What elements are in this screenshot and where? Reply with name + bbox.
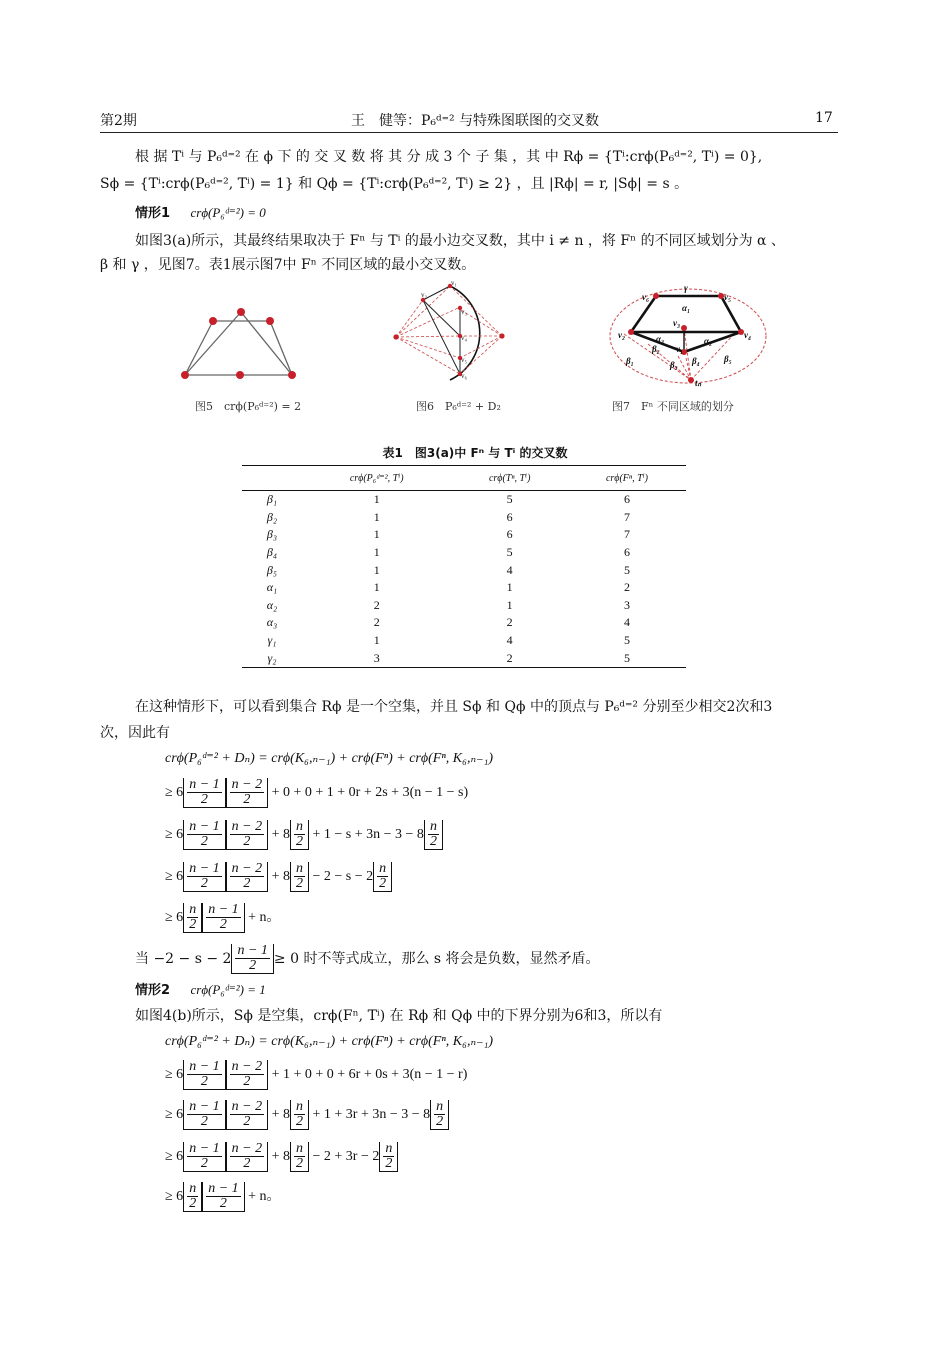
frac-den: 2	[379, 876, 387, 891]
floor-term	[202, 903, 244, 933]
paragraph-2-line-2: β 和 γ ，见图7。表1展示图7中 Fⁿ 不同区域的最小交叉数。	[100, 257, 476, 273]
frac-den: 2	[243, 876, 251, 891]
frac-den: 2	[200, 876, 208, 891]
floor-term	[226, 820, 268, 850]
frac-den: 2	[200, 1074, 208, 1089]
table-header-cell: crϕ(Fⁿ, Tⁱ)	[568, 466, 686, 491]
fig6-label: v₂	[421, 291, 427, 299]
paragraph-4	[135, 942, 875, 976]
case-2-title: 情形2	[135, 983, 171, 998]
case-1-title: 情形1	[135, 206, 171, 221]
table-cell: 5	[623, 562, 630, 577]
table-row	[242, 509, 686, 527]
frac-num: n	[429, 819, 437, 834]
eq-tail: − 2 − s − 2	[312, 869, 374, 885]
figure-7-graph	[606, 284, 774, 390]
frac-den: 2	[189, 1196, 197, 1211]
floor-term	[424, 820, 443, 850]
case-2-condition: crϕ(P₆ᵈ⁼²) = 1	[190, 982, 266, 997]
frac-den: 2	[219, 1196, 227, 1211]
table-cell: 5	[623, 633, 630, 648]
row-label: β₃	[266, 527, 278, 542]
table-cell: 1	[506, 580, 513, 595]
table-cell: 6	[506, 527, 513, 542]
table-cell: 1	[373, 545, 380, 560]
table-cell: 1	[373, 562, 380, 577]
table-cell: 6	[623, 545, 630, 560]
frac-den: 2	[296, 834, 303, 849]
paragraph-3-line-1: 在这种情形下，可以看到集合 Rϕ 是一个空集，并且 Sϕ 和 Qϕ 中的顶点与 P₆ᵈ⁼² 分别至少相交2次和3	[135, 699, 773, 715]
table-header-row	[242, 466, 686, 491]
table-cell: 2	[373, 597, 380, 612]
frac-num: n − 1	[208, 902, 239, 917]
row-label: γ₂	[242, 649, 302, 667]
floor-term	[183, 903, 202, 933]
frac-den: 2	[249, 958, 257, 973]
figure-6-caption: 图6 P₆ᵈ⁼² + D₂	[416, 400, 501, 413]
fig6-vertex	[499, 333, 504, 338]
table-row	[242, 491, 686, 509]
floor-term	[183, 1142, 225, 1172]
frac-den: 2	[296, 1114, 303, 1129]
fig7-label: γ	[684, 284, 688, 293]
floor-term	[226, 778, 268, 808]
frac-den: 2	[243, 1114, 251, 1129]
figure-5-caption: 图5 crϕ(P₆ᵈ⁼²) = 2	[195, 400, 302, 413]
eq-mid: + 8	[271, 827, 290, 843]
table-cell: 2	[373, 615, 380, 630]
figure-5-graph	[170, 300, 310, 390]
fig7-label: v₁	[676, 344, 684, 354]
frac-num: n − 2	[231, 1099, 263, 1114]
table-row	[242, 632, 686, 650]
frac-den: 2	[385, 1156, 393, 1171]
frac-den: 2	[219, 917, 227, 932]
fig6-label: v₃	[461, 308, 467, 316]
table-cell: 1	[373, 509, 380, 524]
frac-den: 2	[200, 792, 208, 807]
frac-den: 2	[436, 1114, 444, 1129]
frac-num: n − 1	[208, 1181, 239, 1196]
paragraph-5: 如图4(b)所示，Sϕ 是空集，crϕ(Fⁿ, Tⁱ) 在 Rϕ 和 Qϕ 中的下界分别为6和3，所以有	[135, 1008, 663, 1024]
frac-num: n	[296, 1099, 303, 1114]
eq-ge: ≥ 6	[165, 785, 184, 801]
table-cell: 6	[506, 509, 513, 524]
fig5-vertex	[266, 317, 274, 325]
fig7-label: β₂	[652, 344, 660, 354]
fig7-label: β₄	[692, 356, 700, 366]
table-header-cell: crϕ(Tⁿ, Tⁱ)	[451, 466, 568, 491]
table-cell: 3	[302, 649, 451, 667]
table-row	[242, 579, 686, 597]
table-cell: 6	[623, 492, 630, 507]
table-cell: 4	[506, 633, 513, 648]
eq-mid: + 8	[271, 869, 290, 885]
table-cell: 1	[373, 492, 380, 507]
case-1-condition: crϕ(P₆ᵈ⁼²) = 0	[190, 205, 266, 220]
floor-term	[183, 1182, 202, 1212]
table-header-cell	[242, 466, 302, 491]
row-label: β₄	[266, 545, 278, 560]
fig6-label: v₁	[451, 280, 457, 287]
frac-den: 2	[243, 792, 251, 807]
p4-post: ≥ 0 时不等式成立，那么 s 将会是负数，显然矛盾。	[273, 951, 600, 967]
table-row	[242, 649, 686, 667]
eq-ge: ≥ 6	[165, 1067, 184, 1083]
frac-num: n − 2	[231, 777, 263, 792]
floor-term	[202, 1182, 244, 1212]
frac-num: n − 1	[189, 1141, 220, 1156]
eq-tail: − 2 + 3r − 2	[312, 1149, 380, 1165]
table-cell: 2	[506, 615, 513, 630]
floor-term	[183, 778, 225, 808]
frac-num: n	[296, 819, 303, 834]
frac-num: n	[189, 902, 197, 917]
frac-num: n − 2	[231, 1059, 263, 1074]
floor-term	[373, 862, 392, 892]
eq-ge: ≥ 6	[165, 1149, 184, 1165]
floor-term	[183, 862, 225, 892]
floor-term	[183, 1060, 225, 1090]
frac-num: n − 1	[189, 777, 220, 792]
case-1-heading	[135, 203, 875, 224]
table-cell: 4	[623, 615, 630, 630]
floor-term	[290, 1100, 309, 1130]
row-label: α₂	[266, 597, 278, 612]
fig5-vertex	[237, 308, 245, 316]
floor-term	[226, 1100, 268, 1130]
fig7-label: α₃	[656, 334, 665, 344]
frac-den: 2	[243, 834, 251, 849]
frac-num: n	[296, 861, 303, 876]
eq-ge: ≥ 6	[165, 827, 184, 843]
fig6-vertex	[393, 334, 398, 339]
frac-num: n	[379, 861, 387, 876]
frac-num: n − 2	[231, 1141, 263, 1156]
frac-num: n	[385, 1141, 393, 1156]
floor-term	[290, 1142, 309, 1172]
figure-6-graph	[388, 280, 523, 390]
floor-term	[183, 820, 225, 850]
table-cell: 3	[623, 597, 630, 612]
eq2-line-5	[165, 1182, 281, 1212]
floor-term	[226, 1060, 268, 1090]
table-cell: 5	[506, 492, 513, 507]
eq-tail: + 0 + 0 + 1 + 0r + 2s + 3(n − 1 − s)	[271, 785, 469, 801]
floor-term	[379, 1142, 398, 1172]
running-title: 王 健等：P₆ᵈ⁼² 与特殊图联图的交叉数	[350, 113, 600, 129]
frac-num: n − 2	[231, 819, 263, 834]
eq-ge: ≥ 6	[165, 1189, 184, 1205]
table-row	[242, 561, 686, 579]
frac-num: n	[436, 1099, 444, 1114]
fig5-vertex	[236, 371, 244, 379]
frac-den: 2	[200, 1156, 208, 1171]
frac-den: 2	[296, 1156, 303, 1171]
fig6-label: v₄	[461, 334, 467, 342]
table-cell: 5	[568, 649, 686, 667]
table-row	[242, 614, 686, 632]
fig5-vertex	[209, 317, 217, 325]
fig7-label: tₙ	[695, 378, 702, 388]
fig7-label: β₅	[724, 354, 732, 364]
row-label: β₂	[266, 509, 278, 524]
fig6-label: v₆	[461, 372, 467, 380]
frac-den: 2	[429, 834, 437, 849]
issue-number: 第2期	[100, 113, 137, 129]
floor-term	[226, 1142, 268, 1172]
table-cell: 1	[373, 527, 380, 542]
eq-mid: + 8	[271, 1107, 290, 1123]
fig7-label: β₁	[626, 356, 634, 366]
paragraph-1-line-1: 根 据 Tⁱ 与 P₆ᵈ⁼² 在 ϕ 下 的 交 叉 数 将 其 分 成 3 个 子 集 ，其 中 Rϕ = {Tⁱ:crϕ(P₆ᵈ⁼², Tⁱ) = 0},	[135, 149, 763, 165]
table-cell: 1	[373, 633, 380, 648]
frac-num: n − 2	[231, 861, 263, 876]
fig5-vertex	[181, 371, 189, 379]
eq-tail: + 1 − s + 3n − 3 − 8	[312, 827, 424, 843]
fig7-label: β₃	[670, 360, 678, 370]
frac-den: 2	[296, 876, 303, 891]
eq2-line-3	[165, 1100, 449, 1130]
frac-num: n − 1	[189, 1059, 220, 1074]
case-2-heading	[135, 980, 875, 1001]
fig5-vertex	[288, 371, 296, 379]
table-1-title: 表1 图3(a)中 Fⁿ 与 Tⁱ 的交叉数	[382, 446, 568, 460]
p4-pre: 当 −2 − s − 2	[135, 951, 232, 967]
eq1-line-1: crϕ(P₆ᵈ⁼² + Dₙ) = crϕ(K₆,ₙ₋₁) + crϕ(Fⁿ) + crϕ(Fⁿ, K₆,ₙ₋₁)	[165, 751, 494, 766]
page-number: 17	[815, 110, 833, 126]
frac-num: n − 1	[189, 819, 220, 834]
row-label: γ₁	[267, 633, 277, 648]
fig6-label: v₅	[461, 356, 467, 364]
row-label: β₅	[266, 562, 278, 577]
frac-den: 2	[200, 1114, 208, 1129]
table-cell: 7	[623, 509, 630, 524]
row-label: β₁	[266, 492, 278, 507]
eq1-line-4	[165, 862, 392, 892]
row-label: α₃	[266, 615, 278, 630]
eq-ge: ≥ 6	[165, 910, 184, 926]
frac-num: n − 1	[237, 943, 268, 958]
figure-7-caption: 图7 Fⁿ 不同区域的划分	[612, 400, 734, 413]
table-cell: 1	[373, 580, 380, 595]
eq-ge: ≥ 6	[165, 1107, 184, 1123]
floor-term	[290, 862, 309, 892]
floor-term	[231, 944, 273, 974]
table-cell: 2	[623, 580, 630, 595]
frac-num: n − 1	[189, 861, 220, 876]
frac-num: n	[296, 1141, 303, 1156]
table-header-cell: crϕ(P₆ᵈ⁼², Tⁱ)	[302, 466, 451, 491]
fig7-label: v₃	[673, 318, 681, 328]
table-cell: 1	[506, 597, 513, 612]
fig7-vertex	[688, 377, 694, 383]
frac-den: 2	[243, 1156, 251, 1171]
table-row	[242, 544, 686, 562]
header-rule	[100, 132, 838, 133]
frac-den: 2	[200, 834, 208, 849]
eq1-line-2	[165, 778, 468, 808]
floor-term	[183, 1100, 225, 1130]
fig7-label: v₆	[642, 292, 650, 302]
frac-den: 2	[189, 917, 197, 932]
eq1-line-3	[165, 820, 443, 850]
table-row	[242, 526, 686, 544]
eq-tail: + n。	[248, 1189, 281, 1205]
row-label: α₁	[266, 580, 278, 595]
table-cell: 5	[506, 545, 513, 560]
eq1-line-5	[165, 903, 281, 933]
table-row	[242, 597, 686, 615]
fig7-vertex	[681, 325, 687, 331]
eq-tail: + n。	[248, 910, 281, 926]
paragraph-3-line-2: 次，因此有	[100, 725, 170, 741]
table-cell: 2	[451, 649, 568, 667]
eq-ge: ≥ 6	[165, 869, 184, 885]
eq2-line-2	[165, 1060, 467, 1090]
paragraph-1-line-2: Sϕ = {Tⁱ:crϕ(P₆ᵈ⁼², Tⁱ) = 1} 和 Qϕ = {Tⁱ:crϕ(P₆ᵈ⁼², Tⁱ) ≥ 2} ，且 |Rϕ| = r, |Sϕ| = s 。	[100, 176, 689, 192]
frac-num: n	[189, 1181, 197, 1196]
fig7-label: v₄	[744, 330, 752, 340]
floor-term	[430, 1100, 449, 1130]
table-cell: 4	[506, 562, 513, 577]
frac-den: 2	[243, 1074, 251, 1089]
frac-num: n − 1	[189, 1099, 220, 1114]
floor-term	[290, 820, 309, 850]
floor-term	[226, 862, 268, 892]
fig7-label: α₁	[682, 303, 691, 313]
eq2-line-1: crϕ(P₆ᵈ⁼² + Dₙ) = crϕ(K₆,ₙ₋₁) + crϕ(Fⁿ) + crϕ(Fⁿ, K₆,ₙ₋₁)	[165, 1034, 494, 1049]
paragraph-2-line-1: 如图3(a)所示，其最终结果取决于 Fⁿ 与 Tⁱ 的最小边交叉数，其中 i ≠ n ，将 Fⁿ 的不同区域划分为 α 、	[135, 233, 785, 249]
fig7-label: v₅	[724, 292, 732, 302]
fig7-label: v₂	[618, 330, 626, 340]
fig7-vertex	[628, 329, 634, 335]
eq-tail: + 1 + 3r + 3n − 3 − 8	[312, 1107, 431, 1123]
table-1	[242, 465, 686, 668]
table-cell: 7	[623, 527, 630, 542]
fig7-vertex	[653, 293, 659, 299]
eq2-line-4	[165, 1142, 398, 1172]
fig7-label: α₂	[704, 336, 713, 346]
eq-mid: + 8	[271, 1149, 290, 1165]
eq-tail: + 1 + 0 + 0 + 6r + 0s + 3(n − 1 − r)	[271, 1067, 468, 1083]
